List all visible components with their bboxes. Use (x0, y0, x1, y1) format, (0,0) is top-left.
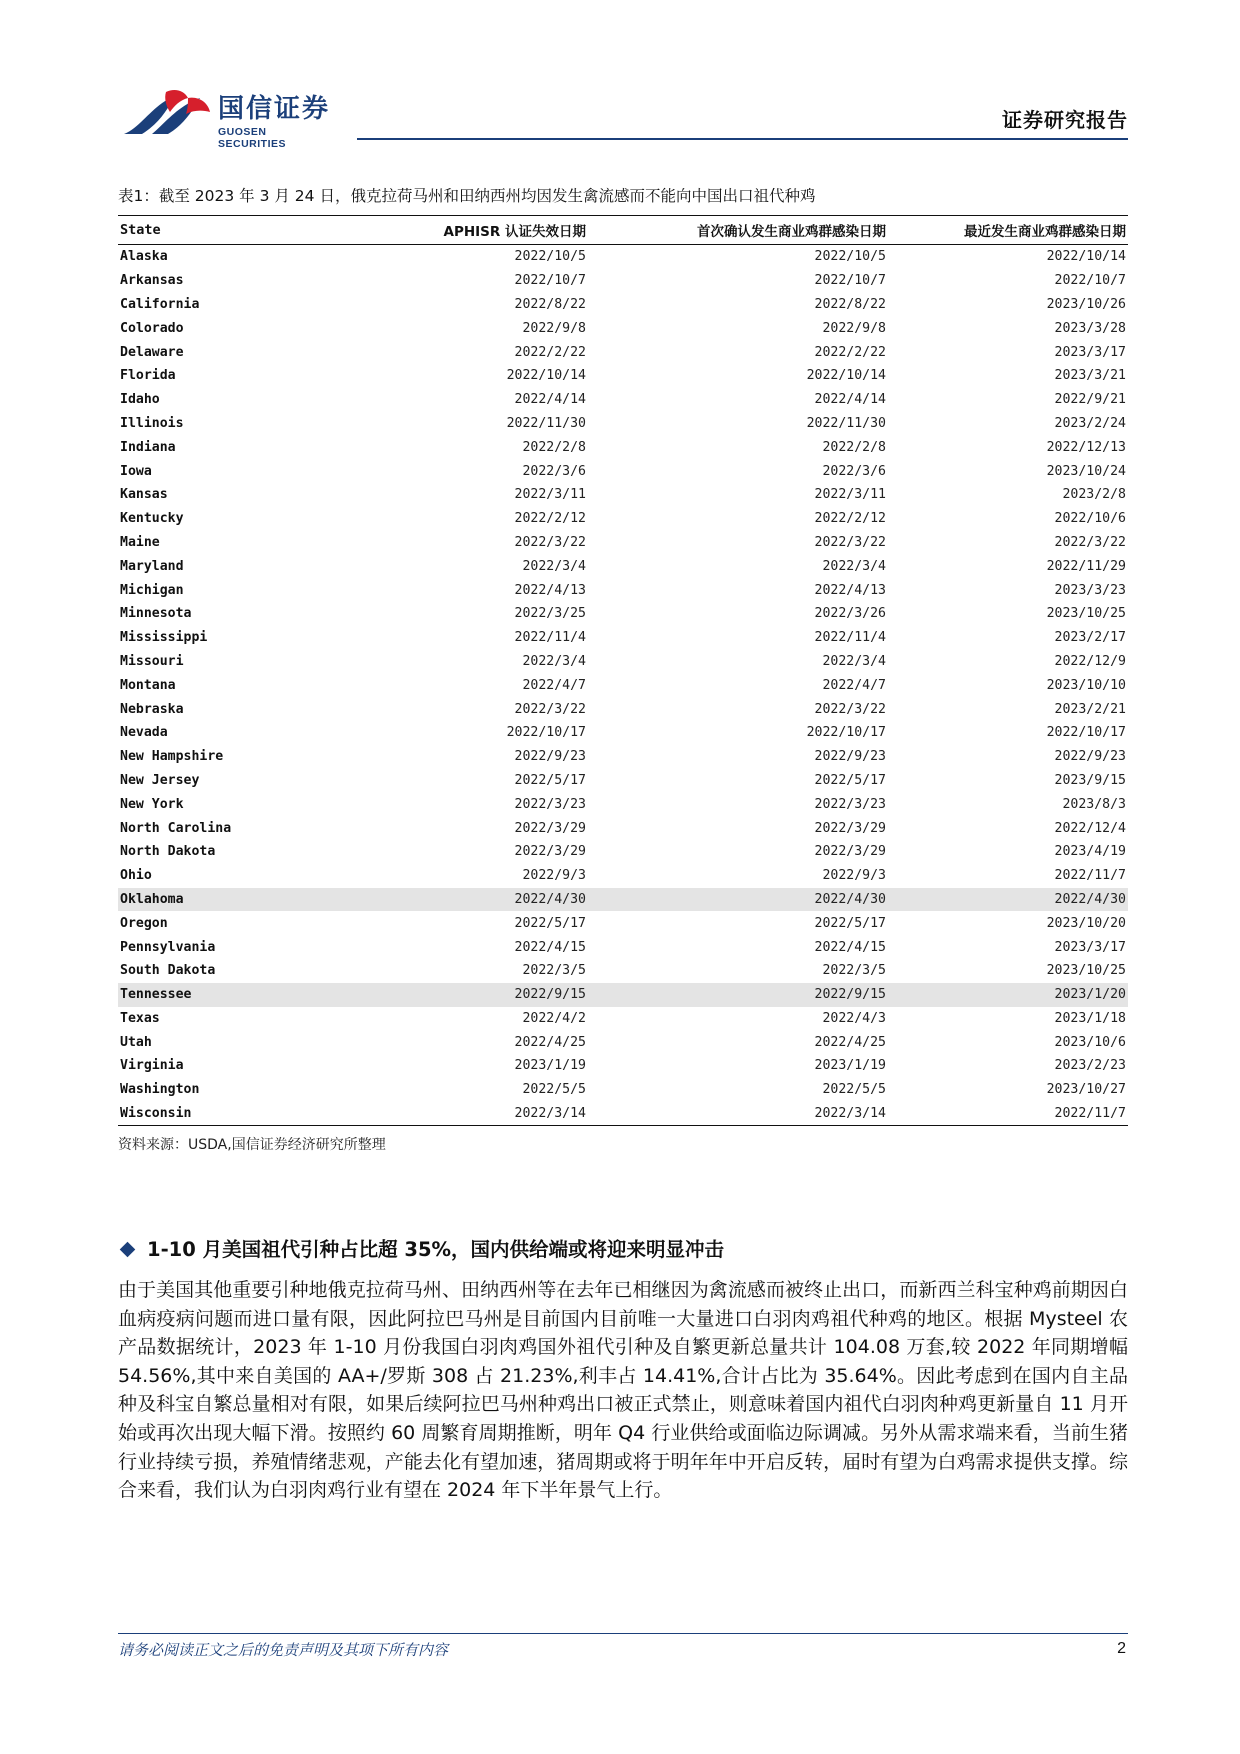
cell-state: Texas (120, 1010, 160, 1026)
section-heading-text: 1-10 月美国祖代引种占比超 35%，国内供给端或将迎来明显冲击 (147, 1238, 725, 1261)
cell-state: Alaska (120, 249, 168, 265)
cell-latest-infection-date: 2023/2/17 (1054, 630, 1126, 646)
table-row (118, 673, 1128, 697)
cell-first-infection-date: 2022/3/4 (822, 558, 886, 574)
cell-state: Florida (120, 368, 176, 384)
table-row (118, 340, 1128, 364)
cell-latest-infection-date: 2022/10/14 (1046, 249, 1126, 265)
cell-aphis-invalid-date: 2022/2/12 (514, 511, 586, 527)
cell-first-infection-date: 2022/3/4 (822, 653, 886, 669)
cell-latest-infection-date: 2022/12/9 (1054, 653, 1126, 669)
cell-latest-infection-date: 2023/3/28 (1054, 320, 1126, 336)
cell-latest-infection-date: 2022/10/6 (1054, 511, 1126, 527)
table-row (118, 412, 1128, 436)
cell-state: Michigan (120, 582, 184, 598)
cell-latest-infection-date: 2023/4/19 (1054, 844, 1126, 860)
table-row (118, 602, 1128, 626)
table-row (118, 792, 1128, 816)
cell-first-infection-date: 2022/2/22 (814, 344, 886, 360)
cell-aphis-invalid-date: 2022/3/4 (522, 558, 586, 574)
cell-aphis-invalid-date: 2022/11/4 (514, 630, 586, 646)
page-header (0, 0, 1240, 150)
cell-latest-infection-date: 2022/10/7 (1054, 273, 1126, 289)
table-row (118, 364, 1128, 388)
cell-aphis-invalid-date: 2022/3/5 (522, 963, 586, 979)
cell-state: South Dakota (120, 963, 216, 979)
cell-state: Indiana (120, 439, 176, 455)
cell-aphis-invalid-date: 2022/3/6 (522, 463, 586, 479)
cell-aphis-invalid-date: 2022/10/5 (514, 249, 586, 265)
table-row (118, 626, 1128, 650)
cell-latest-infection-date: 2023/1/20 (888, 983, 1128, 1007)
header-divider (357, 138, 1128, 140)
cell-latest-infection-date: 2022/12/4 (1054, 820, 1126, 836)
cell-state: Iowa (120, 463, 152, 479)
cell-aphis-invalid-date: 2022/9/3 (522, 868, 586, 884)
cell-state: Kansas (120, 487, 168, 503)
cell-state: Tennessee (118, 983, 318, 1007)
cell-state: Missouri (120, 653, 184, 669)
cell-state: Arkansas (120, 273, 184, 289)
cell-first-infection-date: 2022/5/5 (822, 1082, 886, 1098)
table-row (118, 435, 1128, 459)
cell-state: Nebraska (120, 701, 184, 717)
cell-latest-infection-date: 2023/10/20 (1046, 915, 1126, 931)
cell-state: Washington (120, 1082, 200, 1098)
cell-first-infection-date: 2022/9/3 (822, 868, 886, 884)
cell-first-infection-date: 2022/3/29 (814, 844, 886, 860)
cell-aphis-invalid-date: 2022/4/2 (522, 1010, 586, 1026)
cell-state: Wisconsin (120, 1106, 192, 1122)
cell-first-infection-date: 2022/9/15 (588, 983, 888, 1007)
cell-aphis-invalid-date: 2022/3/22 (514, 534, 586, 550)
cell-latest-infection-date: 2022/11/7 (1054, 1106, 1126, 1122)
table-row (118, 816, 1128, 840)
cell-first-infection-date: 2022/4/25 (814, 1034, 886, 1050)
cell-latest-infection-date: 2022/9/23 (1054, 749, 1126, 765)
table-row (118, 721, 1128, 745)
cell-first-infection-date: 2022/10/17 (806, 725, 886, 741)
cell-first-infection-date: 2022/4/15 (814, 939, 886, 955)
table-source-note: 资料来源：USDA,国信证券经济研究所整理 (118, 1137, 386, 1154)
diamond-bullet-icon (120, 1242, 136, 1258)
column-header-latest-infection-date: 最近发生商业鸡群感染日期 (964, 224, 1126, 240)
cell-first-infection-date: 2022/4/7 (822, 677, 886, 693)
cell-aphis-invalid-date: 2022/4/15 (514, 939, 586, 955)
table-row (118, 507, 1128, 531)
cell-first-infection-date: 2022/2/8 (822, 439, 886, 455)
cell-first-infection-date: 2022/3/22 (814, 534, 886, 550)
brand-name-en: GUOSEN SECURITIES (218, 126, 287, 150)
avian-flu-table (118, 215, 1128, 1126)
cell-aphis-invalid-date: 2022/11/30 (506, 415, 586, 431)
footer-disclaimer: 请务必阅读正文之后的免责声明及其项下所有内容 (118, 1641, 449, 1659)
cell-state: Maryland (120, 558, 184, 574)
cell-first-infection-date: 2022/8/22 (814, 296, 886, 312)
section-paragraph: 由于美国其他重要引种地俄克拉荷马州、田纳西州等在去年已相继因为禽流感而被终止出口，而新西兰科宝种鸡前期因白血病疫病问题而进口量有限，因此阿拉巴马州是目前国内目前唯一大量进口白羽肉鸡祖代种鸡的地区。根据 Mysteel 农产品数据统计，2023 年 1-10 月份我国白羽肉鸡国外祖代引种及自繁更新总量共计 104.08 万套,较 2022 年同期增幅 54.56%,其中来自美国的 AA+/罗斯 308 占 21.23%,利丰占 14.41%,合计占比为 35.64%。因此考虑到在国内自主品种及科宝自繁总量相对有限，如果后续阿拉巴马州种鸡出口被正式禁止，则意味着国内祖代白羽肉种鸡更新量自 11 月开始或再次出现大幅下滑。按照约 60 周繁育周期推断，明年 Q4 行业供给或面临边际调减。另外从需求端来看，当前生猪行业持续亏损，养殖情绪悲观，产能去化有望加速，猪周期或将于明年年中开启反转，届时有望为白鸡需求提供支撑。综合来看，我们认为白羽肉鸡行业有望在 2024 年下半年景气上行。 (118, 1279, 1128, 1502)
column-header-aphis-invalid-date: APHISR 认证失效日期 (443, 224, 586, 240)
cell-aphis-invalid-date: 2022/5/17 (514, 915, 586, 931)
column-header-first-infection-date: 首次确认发生商业鸡群感染日期 (697, 224, 886, 240)
column-header-state: State (120, 222, 161, 238)
cell-first-infection-date: 2022/3/11 (814, 487, 886, 503)
cell-aphis-invalid-date: 2022/2/22 (514, 344, 586, 360)
cell-state: Montana (120, 677, 176, 693)
cell-aphis-invalid-date: 2022/8/22 (514, 296, 586, 312)
cell-aphis-invalid-date: 2022/3/25 (514, 606, 586, 622)
cell-latest-infection-date: 2023/8/3 (1062, 796, 1126, 812)
cell-aphis-invalid-date: 2022/4/25 (514, 1034, 586, 1050)
table-row (118, 650, 1128, 674)
cell-latest-infection-date: 2023/10/26 (1046, 296, 1126, 312)
table-row (118, 245, 1128, 269)
cell-aphis-invalid-date: 2022/2/8 (522, 439, 586, 455)
cell-state: Virginia (120, 1058, 184, 1074)
table-row (118, 316, 1128, 340)
cell-aphis-invalid-date: 2022/4/30 (318, 888, 588, 912)
table-row (118, 769, 1128, 793)
cell-first-infection-date: 2022/3/6 (822, 463, 886, 479)
cell-state: Kentucky (120, 511, 184, 527)
table-row (118, 459, 1128, 483)
table-row (118, 840, 1128, 864)
table-row (118, 1054, 1128, 1078)
cell-first-infection-date: 2022/3/26 (814, 606, 886, 622)
cell-latest-infection-date: 2023/10/24 (1046, 463, 1126, 479)
cell-state: North Carolina (120, 820, 232, 836)
cell-first-infection-date: 2022/3/23 (814, 796, 886, 812)
cell-first-infection-date: 2022/10/7 (814, 273, 886, 289)
cell-first-infection-date: 2022/9/8 (822, 320, 886, 336)
report-type-label: 证券研究报告 (1002, 108, 1128, 132)
cell-aphis-invalid-date: 2022/4/7 (522, 677, 586, 693)
cell-first-infection-date: 2022/4/14 (814, 392, 886, 408)
table-row (118, 1102, 1128, 1126)
table-row (118, 1078, 1128, 1102)
cell-latest-infection-date: 2022/12/13 (1046, 439, 1126, 455)
table-row (118, 293, 1128, 317)
cell-aphis-invalid-date: 2022/5/5 (522, 1082, 586, 1098)
cell-aphis-invalid-date: 2022/4/13 (514, 582, 586, 598)
cell-aphis-invalid-date: 2023/1/19 (514, 1058, 586, 1074)
table-row (118, 1030, 1128, 1054)
table-caption: 表1：截至 2023 年 3 月 24 日，俄克拉荷马州和田纳西州均因发生禽流感而不能向中国出口祖代种鸡 (118, 187, 816, 205)
brand-name-cn: 国信证券 (218, 94, 331, 124)
cell-latest-infection-date: 2023/2/24 (1054, 415, 1126, 431)
cell-first-infection-date: 2022/3/14 (814, 1106, 886, 1122)
table-row (118, 935, 1128, 959)
page-number: 2 (1117, 1640, 1126, 1657)
cell-state: Maine (120, 534, 160, 550)
guosen-logo (122, 84, 332, 150)
analysis-section (118, 1234, 1128, 1505)
table-row (118, 864, 1128, 888)
cell-aphis-invalid-date: 2022/10/14 (506, 368, 586, 384)
cell-latest-infection-date: 2023/10/10 (1046, 677, 1126, 693)
cell-state: New York (120, 796, 184, 812)
cell-first-infection-date: 2023/1/19 (814, 1058, 886, 1074)
cell-aphis-invalid-date: 2022/3/22 (514, 701, 586, 717)
cell-latest-infection-date: 2022/11/29 (1046, 558, 1126, 574)
cell-aphis-invalid-date: 2022/3/29 (514, 820, 586, 836)
cell-first-infection-date: 2022/5/17 (814, 772, 886, 788)
cell-latest-infection-date: 2022/9/21 (1054, 392, 1126, 408)
cell-latest-infection-date: 2023/2/23 (1054, 1058, 1126, 1074)
table-row (118, 483, 1128, 507)
cell-latest-infection-date: 2023/2/21 (1054, 701, 1126, 717)
cell-aphis-invalid-date: 2022/10/17 (506, 725, 586, 741)
cell-state: Utah (120, 1034, 152, 1050)
cell-latest-infection-date: 2023/10/25 (1046, 606, 1126, 622)
cell-latest-infection-date: 2022/10/17 (1046, 725, 1126, 741)
table-row (118, 911, 1128, 935)
table-row (118, 388, 1128, 412)
table-row (118, 745, 1128, 769)
table-row (118, 888, 1128, 912)
cell-state: North Dakota (120, 844, 216, 860)
avian-flu-table-section (118, 185, 1128, 1154)
cell-state: New Jersey (120, 772, 200, 788)
cell-aphis-invalid-date: 2022/5/17 (514, 772, 586, 788)
cell-first-infection-date: 2022/4/30 (588, 888, 888, 912)
cell-aphis-invalid-date: 2022/3/11 (514, 487, 586, 503)
cell-aphis-invalid-date: 2022/3/14 (514, 1106, 586, 1122)
cell-aphis-invalid-date: 2022/9/23 (514, 749, 586, 765)
cell-first-infection-date: 2022/5/17 (814, 915, 886, 931)
cell-latest-infection-date: 2023/3/17 (1054, 939, 1126, 955)
cell-aphis-invalid-date: 2022/10/7 (514, 273, 586, 289)
cell-first-infection-date: 2022/2/12 (814, 511, 886, 527)
cell-latest-infection-date: 2023/2/8 (1062, 487, 1126, 503)
cell-latest-infection-date: 2023/1/18 (1054, 1010, 1126, 1026)
table-header-row (118, 216, 1128, 245)
cell-latest-infection-date: 2023/10/6 (1054, 1034, 1126, 1050)
table-row (118, 554, 1128, 578)
cell-state: Nevada (120, 725, 168, 741)
cell-first-infection-date: 2022/11/4 (814, 630, 886, 646)
cell-first-infection-date: 2022/3/5 (822, 963, 886, 979)
cell-latest-infection-date: 2023/3/17 (1054, 344, 1126, 360)
table-row (118, 697, 1128, 721)
cell-first-infection-date: 2022/3/22 (814, 701, 886, 717)
cell-first-infection-date: 2022/3/29 (814, 820, 886, 836)
table-row (118, 578, 1128, 602)
cell-latest-infection-date: 2022/4/30 (888, 888, 1128, 912)
table-row (118, 269, 1128, 293)
cell-state: Colorado (120, 320, 184, 336)
cell-latest-infection-date: 2023/9/15 (1054, 772, 1126, 788)
table-row (118, 531, 1128, 555)
cell-latest-infection-date: 2023/10/27 (1046, 1082, 1126, 1098)
cell-aphis-invalid-date: 2022/3/23 (514, 796, 586, 812)
table-row (118, 1007, 1128, 1031)
cell-first-infection-date: 2022/9/23 (814, 749, 886, 765)
table-row (118, 983, 1128, 1007)
cell-latest-infection-date: 2022/3/22 (1054, 534, 1126, 550)
cell-state: Ohio (120, 868, 152, 884)
table-body (118, 245, 1128, 1126)
table-row (118, 959, 1128, 983)
section-heading (118, 1234, 1128, 1266)
cell-latest-infection-date: 2023/10/25 (1046, 963, 1126, 979)
footer-divider (118, 1633, 1128, 1634)
cell-aphis-invalid-date: 2022/3/4 (522, 653, 586, 669)
cell-state: California (120, 296, 200, 312)
cell-state: Idaho (120, 392, 160, 408)
cell-first-infection-date: 2022/10/5 (814, 249, 886, 265)
cell-first-infection-date: 2022/4/13 (814, 582, 886, 598)
cell-state: New Hampshire (120, 749, 224, 765)
cell-latest-infection-date: 2022/11/7 (1054, 868, 1126, 884)
cell-state: Delaware (120, 344, 184, 360)
cell-state: Oregon (120, 915, 168, 931)
cell-state: Mississippi (120, 630, 208, 646)
guosen-logo-mark-icon (122, 88, 212, 140)
cell-aphis-invalid-date: 2022/9/15 (318, 983, 588, 1007)
cell-aphis-invalid-date: 2022/4/14 (514, 392, 586, 408)
cell-state: Illinois (120, 415, 184, 431)
cell-first-infection-date: 2022/4/3 (822, 1010, 886, 1026)
cell-aphis-invalid-date: 2022/3/29 (514, 844, 586, 860)
cell-latest-infection-date: 2023/3/23 (1054, 582, 1126, 598)
cell-first-infection-date: 2022/11/30 (806, 415, 886, 431)
cell-latest-infection-date: 2023/3/21 (1054, 368, 1126, 384)
cell-state: Oklahoma (118, 888, 318, 912)
cell-first-infection-date: 2022/10/14 (806, 368, 886, 384)
cell-state: Pennsylvania (120, 939, 216, 955)
cell-state: Minnesota (120, 606, 192, 622)
cell-aphis-invalid-date: 2022/9/8 (522, 320, 586, 336)
